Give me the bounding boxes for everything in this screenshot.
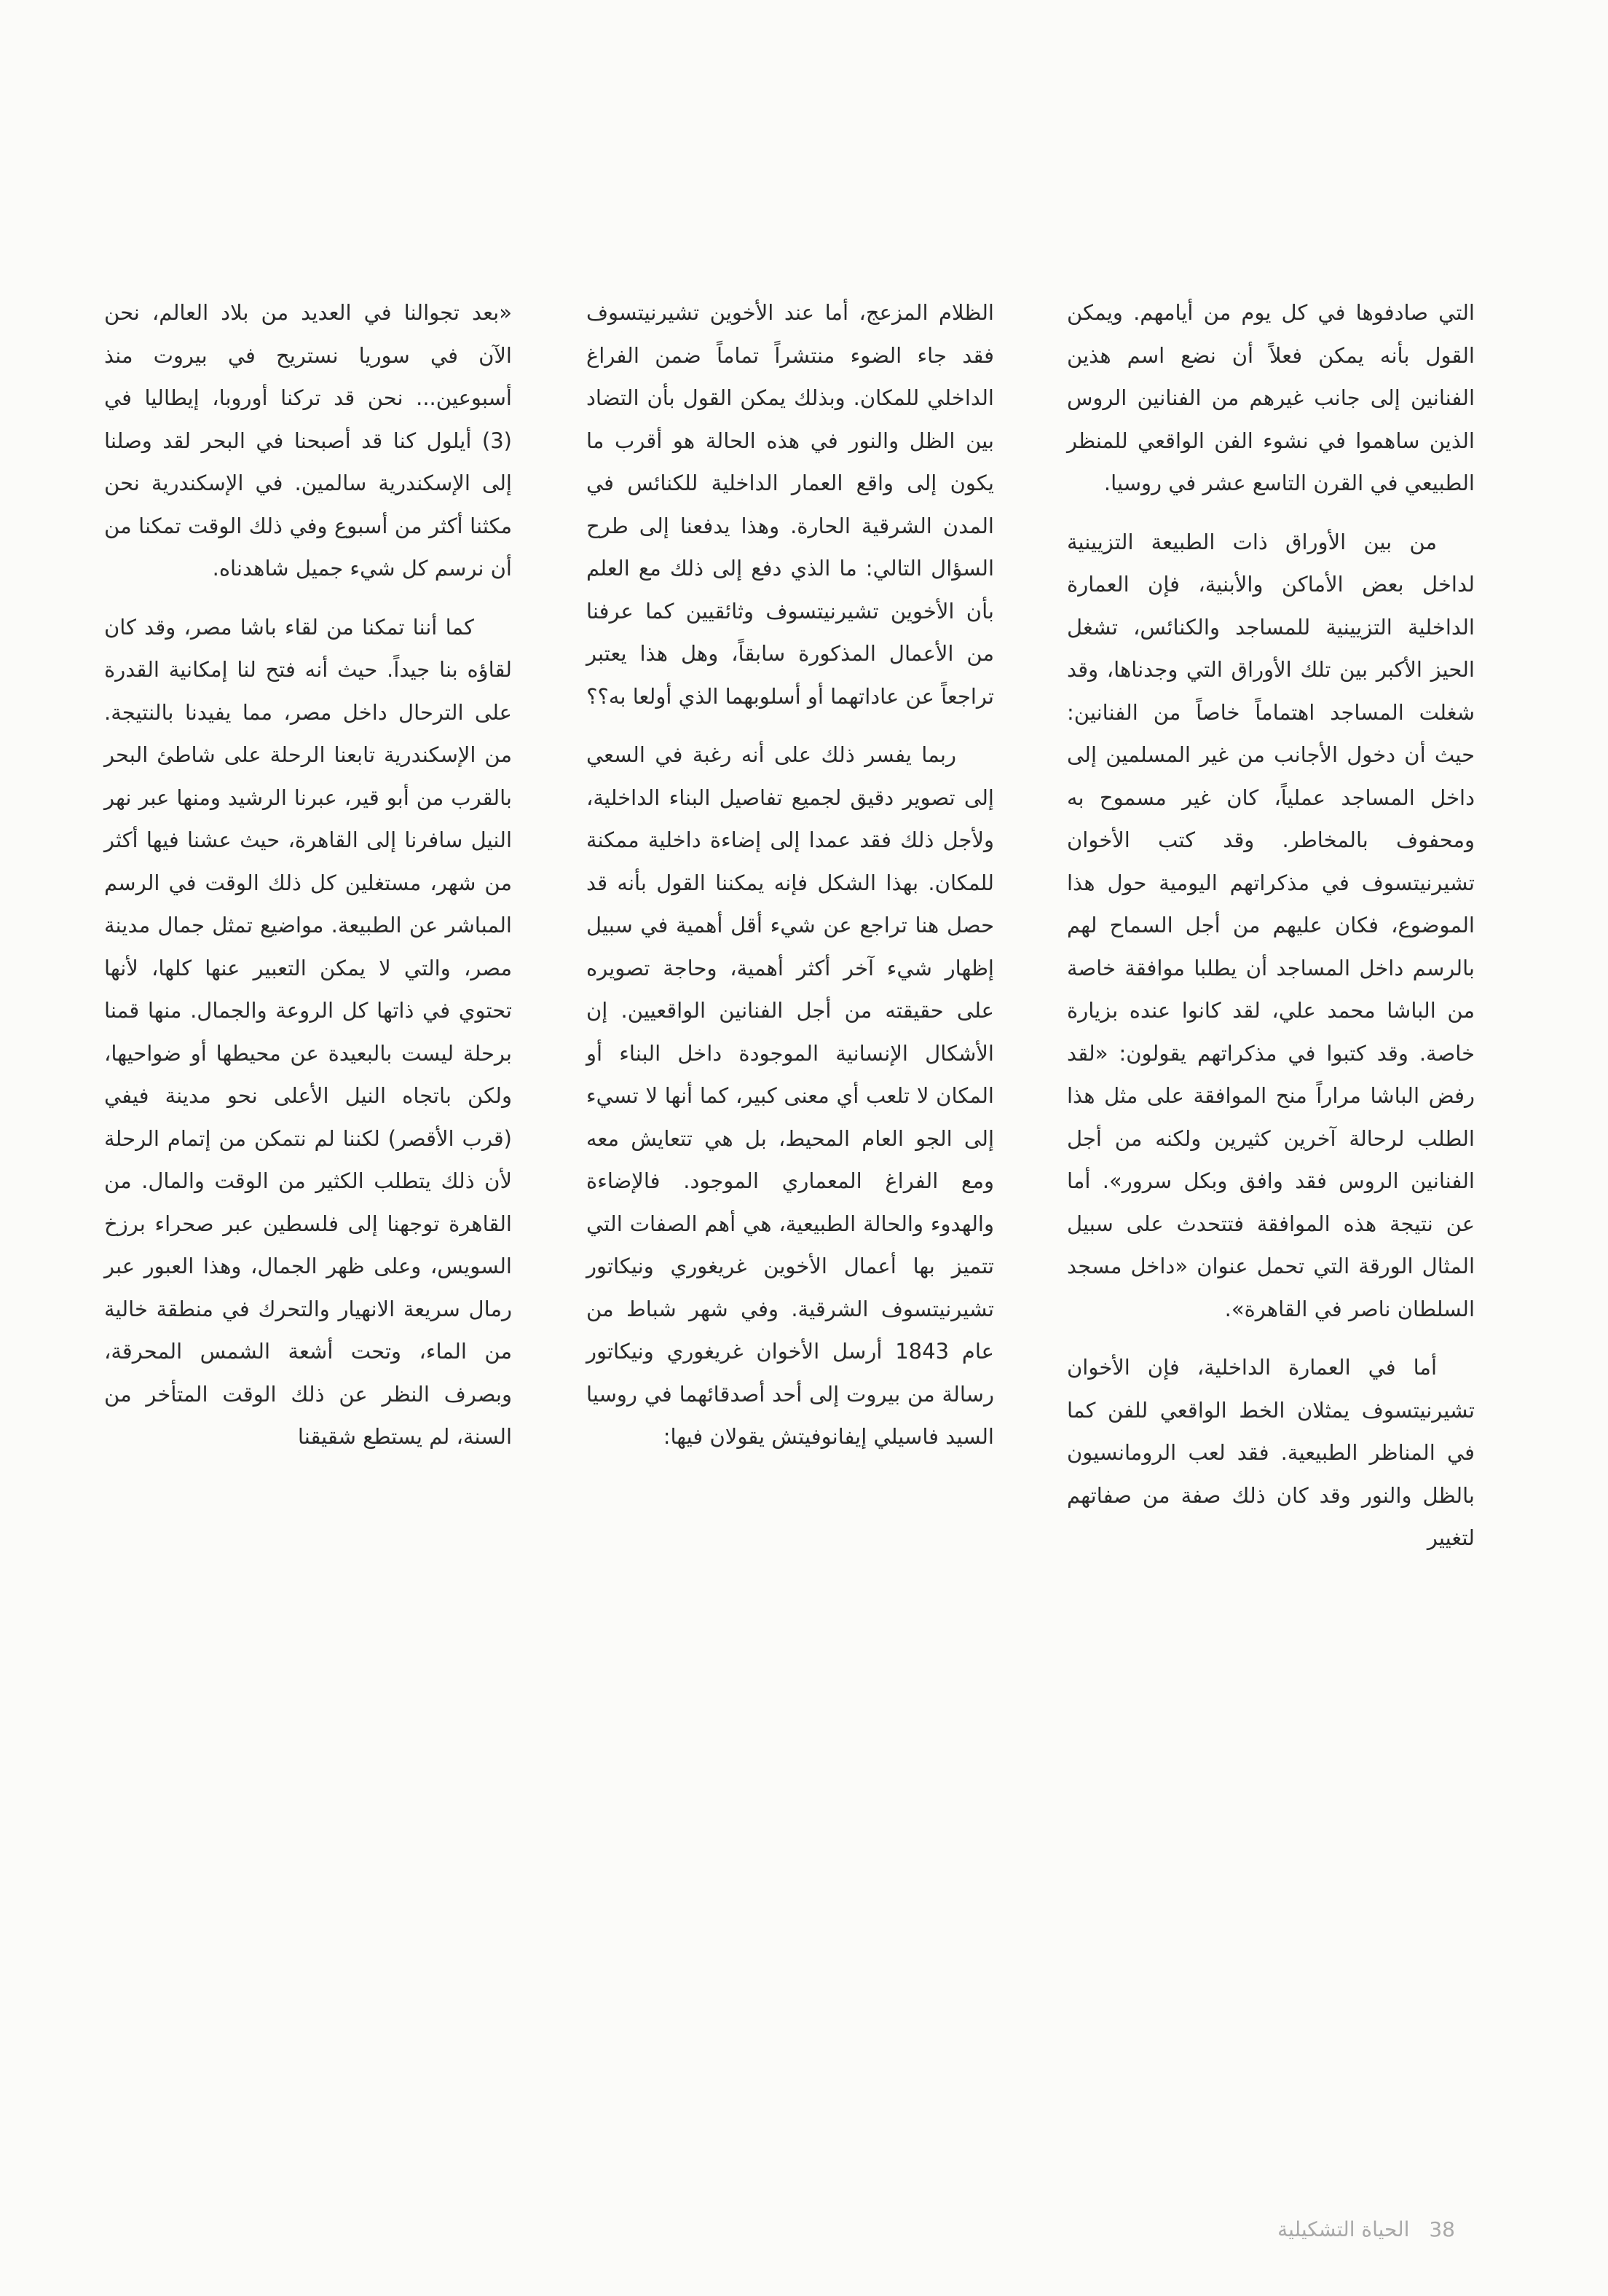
paragraph: «بعد تجوالنا في العديد من بلاد العالم، نحن الآن في سوريا نستريح في بيروت منذ أسبوعين... نحن قد تركنا أوروبا، إيطاليا في (3) أيلول كنا قد أصبحنا في البحر لقد وصلنا إلى الإسكندرية سالمين. في الإسكندرية نحن مكثنا أكثر من أسبوع وفي ذلك الوقت تمكنا من أن نرسم كل شيء جميل شاهدناه. [104, 300, 512, 581]
paragraph: من بين الأوراق ذات الطبيعة التزيينية لداخل بعض الأماكن والأبنية، فإن العمارة الداخلية التزيينية للمساجد والكنائس، تشغل الحيز الأكبر بين تلك الأوراق التي وجدناها، وقد شغلت المساجد اهتماماً خاصاً من الفنانين: حيث أن دخول الأجانب من غير المسلمين إلى داخل المساجد عملياً، كان غير مسموح به ومحفوف بالمخاطر. وقد كتب الأخوان تشيرنيتسوف في مذكراتهم اليومية حول هذا الموضوع، فكان عليهم من أجل السماح لهم بالرسم داخل المساجد أن يطلبا موافقة خاصة من الباشا محمد علي، لقد كانوا عنده بزيارة خاصة. وقد كتبوا في مذكراتهم يقولون: «لقد رفض الباشا مراراً منح الموافقة على مثل هذا الطلب لرحالة آخرين كثيرين ولكنه من أجل الفنانين الروس فقد وافق وبكل سرور». أما عن نتيجة هذه الموافقة فتتحدث على سبيل المثال الورقة التي تحمل عنوان «داخل مسجد السلطان ناصر في القاهرة». [1067, 529, 1475, 1321]
paragraph: الظلام المزعج، أما عند الأخوين تشيرنيتسوف فقد جاء الضوء منتشراً تماماً ضمن الفراغ الداخلي للمكان. وبذلك يمكن القول بأن التضاد بين الظل والنور في هذه الحالة هو أقرب ما يكون إلى واقع العمار الداخلية للكنائس في المدن الشرقية الحارة. وهذا يدفعنا إلى طرح السؤال التالي: ما الذي دفع إلى ذلك مع العلم بأن الأخوين تشيرنيتسوف وثائقيين كما عرفنا من الأعمال المذكورة سابقاً، وهل هذا يعتبر تراجعاً عن عاداتهما أو أسلوبهما الذي أولعا به؟؟ [586, 300, 994, 709]
paragraph: أما في العمارة الداخلية، فإن الأخوان تشيرنيتسوف يمثلان الخط الواقعي للفن كما في المناظر الطبيعية. فقد لعب الرومانسيون بالظل والنور وقد كان ذلك صفة من صفاتهم لتغيير [1067, 1355, 1475, 1550]
page-number: 38 [1429, 2217, 1455, 2241]
page-footer [1277, 2217, 1455, 2241]
text-column-right [1067, 291, 1475, 1560]
paragraph: كما أننا تمكنا من لقاء باشا مصر، وقد كان لقاؤه بنا جيداً. حيث أنه فتح لنا إمكانية القدرة على الترحال داخل مصر، مما يفيدنا بالنتيجة. من الإسكندرية تابعنا الرحلة على شاطئ البحر بالقرب من أبو قير، عبرنا الرشيد ومنها عبر نهر النيل سافرنا إلى القاهرة، حيث عشنا فيها أكثر من شهر، مستغلين كل ذلك الوقت في الرسم المباشر عن الطبيعة. مواضيع تمثل جمال مدينة مصر، والتي لا يمكن التعبير عنها كلها، لأنها تحتوي في ذاتها كل الروعة والجمال. منها قمنا برحلة ليست بالبعيدة عن محيطها أو ضواحيها، ولكن باتجاه النيل الأعلى نحو مدينة فيفي (قرب الأقصر) لكننا لم نتمكن من إتمام الرحلة لأن ذلك يتطلب الكثير من الوقت والمال. من القاهرة توجهنا إلى فلسطين عبر صحراء برزخ السويس، وعلى ظهر الجمال، وهذا العبور عبر رمال سريعة الانهيار والتحرك في منطقة خالية من الماء، وتحت أشعة الشمس المحرقة، وبصرف النظر عن ذلك الوقت المتأخر من السنة، لم يستطع شقيقنا [104, 614, 512, 1449]
text-column-middle [586, 291, 994, 1458]
text-column-left [104, 291, 512, 1458]
paragraph: ربما يفسر ذلك على أنه رغبة في السعي إلى تصوير دقيق لجميع تفاصيل البناء الداخلية، ولأجل ذلك فقد عمدا إلى إضاءة داخلية ممكنة للمكان. بهذا الشكل فإنه يمكننا القول بأنه قد حصل هنا تراجع عن شيء أقل أهمية في سبيل إظهار شيء آخر أكثر أهمية، وحاجة تصويره على حقيقته من أجل الفنانين الواقعيين. إن الأشكال الإنسانية الموجودة داخل البناء أو المكان لا تلعب أي معنى كبير، كما أنها لا تسيء إلى الجو العام المحيط، بل هي تتعايش معه ومع الفراغ المعماري الموجود. فالإضاءة والهدوء والحالة الطبيعية، هي أهم الصفات التي تتميز بها أعمال الأخوين غريغوري ونيكاتور تشيرنيتسوف الشرقية. وفي شهر شباط من عام 1843 أرسل الأخوان غريغوري ونيكاتور رسالة من بيروت إلى أحد أصدقائهما في روسيا السيد فاسيلي إيفانوفيتش يقولان فيها: [586, 742, 994, 1449]
paragraph: التي صادفوها في كل يوم من أيامهم. ويمكن القول بأنه يمكن فعلاً أن نضع اسم هذين الفنانين إلى جانب غيرهم من الفنانين الروس الذين ساهموا في نشوء الفن الواقعي للمنظر الطبيعي في القرن التاسع عشر في روسيا. [1067, 300, 1475, 495]
magazine-title: الحياة التشكيلية [1277, 2217, 1410, 2241]
